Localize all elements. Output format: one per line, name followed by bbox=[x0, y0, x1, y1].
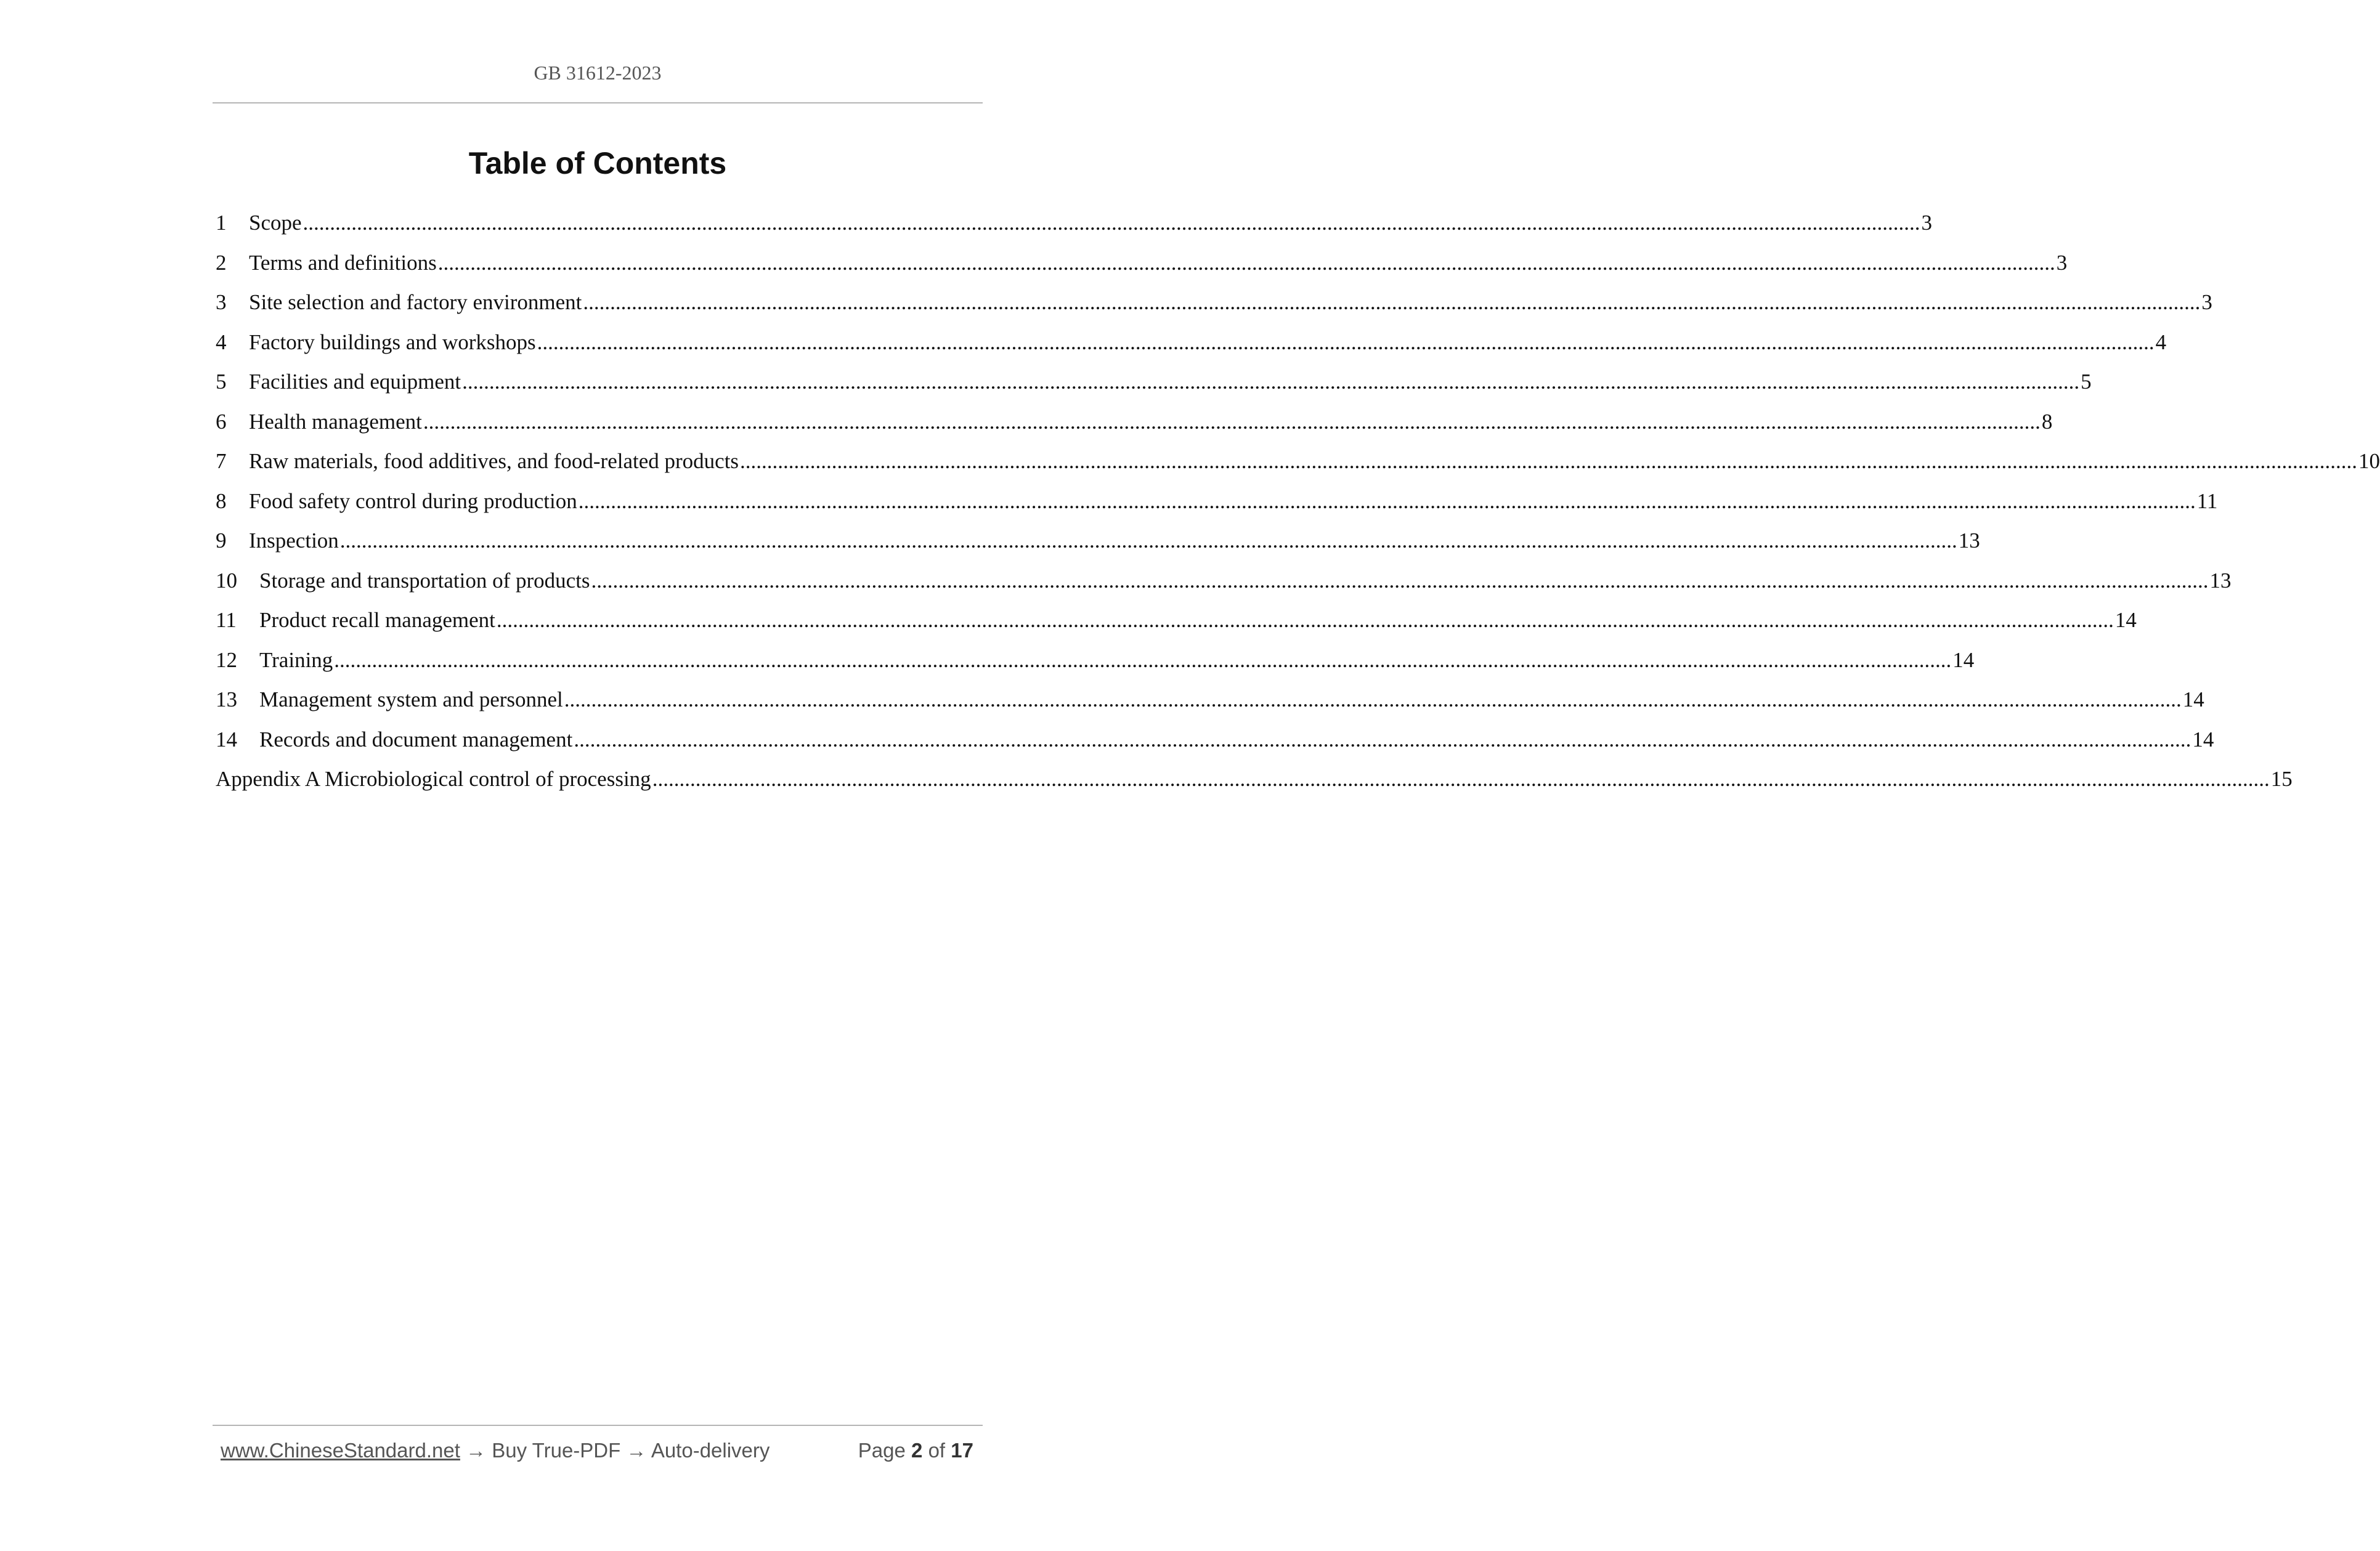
toc-leader-dots: ............................................................................................................................................................................................................................................................................................................ bbox=[339, 528, 1957, 553]
header-divider bbox=[213, 102, 983, 103]
toc-entry-number: 12 bbox=[216, 647, 237, 672]
toc-entry-page: 3 bbox=[1921, 211, 1933, 235]
toc-leader-dots: ............................................................................................................................................................................................................................................................................................................ bbox=[437, 250, 2055, 275]
toc-leader-dots: ............................................................................................................................................................................................................................................................................................................ bbox=[462, 370, 2080, 394]
toc-entry-number: 2 bbox=[216, 250, 227, 275]
footer-divider bbox=[213, 1425, 983, 1426]
running-header: GB 31612-2023 bbox=[534, 62, 662, 84]
toc-leader-dots: ............................................................................................................................................................................................................................................................................................................ bbox=[740, 449, 2358, 473]
site-link[interactable]: www.ChineseStandard.net bbox=[221, 1439, 460, 1462]
toc-entry-label: Appendix A Microbiological control of processing bbox=[216, 767, 651, 791]
toc-entry-page: 11 bbox=[2196, 488, 2218, 513]
toc-entry-number: 7 bbox=[216, 449, 227, 473]
toc-entry-number: 3 bbox=[216, 290, 227, 314]
toc-entry-page: 5 bbox=[2081, 370, 2092, 394]
toc-leader-dots: ............................................................................................................................................................................................................................................................................................................ bbox=[303, 211, 1920, 235]
toc-entry[interactable] bbox=[216, 601, 2137, 641]
toc-entry-label: Health management bbox=[249, 409, 422, 434]
toc-entry-number: 14 bbox=[216, 727, 237, 751]
toc-entry-number: 4 bbox=[216, 330, 227, 354]
toc-entry[interactable] bbox=[216, 482, 2218, 522]
footer-tagline: → Buy True-PDF → Auto-delivery bbox=[460, 1439, 770, 1462]
toc-leader-dots: ............................................................................................................................................................................................................................................................................................................ bbox=[423, 409, 2041, 434]
toc-entry[interactable] bbox=[216, 323, 2167, 363]
toc-leader-dots: ............................................................................................................................................................................................................................................................................................................ bbox=[583, 290, 2201, 314]
toc-entry[interactable] bbox=[216, 243, 2068, 283]
toc-entry-page: 14 bbox=[1952, 647, 1975, 672]
toc-leader-dots: ............................................................................................................................................................................................................................................................................................................ bbox=[574, 727, 2191, 751]
toc-entry-number: 13 bbox=[216, 687, 237, 711]
footer-left bbox=[221, 1439, 770, 1462]
toc-entry-number: 10 bbox=[216, 568, 237, 593]
toc-entry-label: Storage and transportation of products bbox=[259, 568, 590, 593]
toc-entry-label: Raw materials, food additives, and food-related products bbox=[249, 449, 739, 473]
toc-entry-page: 13 bbox=[1958, 528, 1980, 553]
toc-entry-label: Scope bbox=[249, 211, 302, 235]
toc-leader-dots: ............................................................................................................................................................................................................................................................................................................ bbox=[564, 687, 2182, 711]
toc-entry[interactable] bbox=[216, 402, 2053, 442]
toc-entry-label: Site selection and factory environment bbox=[249, 290, 582, 314]
toc-entry[interactable] bbox=[216, 203, 1933, 243]
toc-entry-page: 4 bbox=[2155, 330, 2167, 354]
toc-entry-label: Factory buildings and workshops bbox=[249, 330, 536, 354]
toc-leader-dots: ............................................................................................................................................................................................................................................................................................................ bbox=[334, 647, 1952, 672]
toc-leader-dots: ............................................................................................................................................................................................................................................................................................................ bbox=[537, 330, 2155, 354]
toc-list bbox=[216, 203, 2380, 800]
toc-entry-page: 13 bbox=[2209, 568, 2232, 593]
toc-entry[interactable] bbox=[216, 720, 2214, 760]
toc-entry-page: 14 bbox=[2114, 608, 2137, 632]
toc-entry-page: 14 bbox=[2192, 727, 2214, 751]
page-total: 17 bbox=[951, 1439, 973, 1462]
toc-entry-number: 8 bbox=[216, 488, 227, 513]
toc-entry-label: Food safety control during production bbox=[249, 488, 577, 513]
toc-entry-page: 15 bbox=[2270, 767, 2293, 791]
toc-entry-page: 3 bbox=[2201, 290, 2212, 314]
toc-entry[interactable] bbox=[216, 283, 2212, 323]
toc-entry-number: 9 bbox=[216, 528, 227, 553]
toc-entry-number: 5 bbox=[216, 370, 227, 394]
of-word: of bbox=[928, 1439, 946, 1462]
toc-leader-dots: ............................................................................................................................................................................................................................................................................................................ bbox=[591, 568, 2209, 593]
toc-entry-page: 14 bbox=[2182, 687, 2204, 711]
toc-entry-label: Records and document management bbox=[259, 727, 573, 751]
toc-entry[interactable] bbox=[216, 442, 2380, 482]
toc-entry-page: 3 bbox=[2056, 250, 2068, 275]
toc-leader-dots: ............................................................................................................................................................................................................................................................................................................ bbox=[496, 608, 2114, 632]
toc-entry-number: 11 bbox=[216, 608, 237, 632]
toc-entry[interactable] bbox=[216, 680, 2204, 720]
toc-entry-label: Facilities and equipment bbox=[249, 370, 461, 394]
toc-entry-label: Product recall management bbox=[259, 608, 495, 632]
toc-entry-label: Terms and definitions bbox=[249, 250, 437, 275]
page-indicator bbox=[858, 1439, 973, 1462]
page-word: Page bbox=[858, 1439, 906, 1462]
toc-entry-number: 1 bbox=[216, 211, 227, 235]
toc-entry-appendix[interactable] bbox=[216, 759, 2293, 800]
toc-title: Table of Contents bbox=[468, 146, 727, 180]
toc-entry-number: 6 bbox=[216, 409, 227, 434]
toc-leader-dots: ............................................................................................................................................................................................................................................................................................................ bbox=[652, 767, 2270, 791]
page-current: 2 bbox=[911, 1439, 923, 1462]
toc-entry-label: Management system and personnel bbox=[259, 687, 563, 711]
toc-entry[interactable] bbox=[216, 362, 2092, 402]
toc-entry-page: 8 bbox=[2041, 409, 2053, 434]
page-footer bbox=[221, 1439, 973, 1462]
toc-leader-dots: ............................................................................................................................................................................................................................................................................................................ bbox=[578, 488, 2196, 513]
toc-entry[interactable] bbox=[216, 561, 2232, 601]
toc-entry[interactable] bbox=[216, 521, 1980, 561]
toc-entry-label: Training bbox=[259, 647, 333, 672]
toc-entry-label: Inspection bbox=[249, 528, 339, 553]
toc-entry-page: 10 bbox=[2358, 449, 2380, 473]
toc-entry[interactable] bbox=[216, 641, 1975, 681]
